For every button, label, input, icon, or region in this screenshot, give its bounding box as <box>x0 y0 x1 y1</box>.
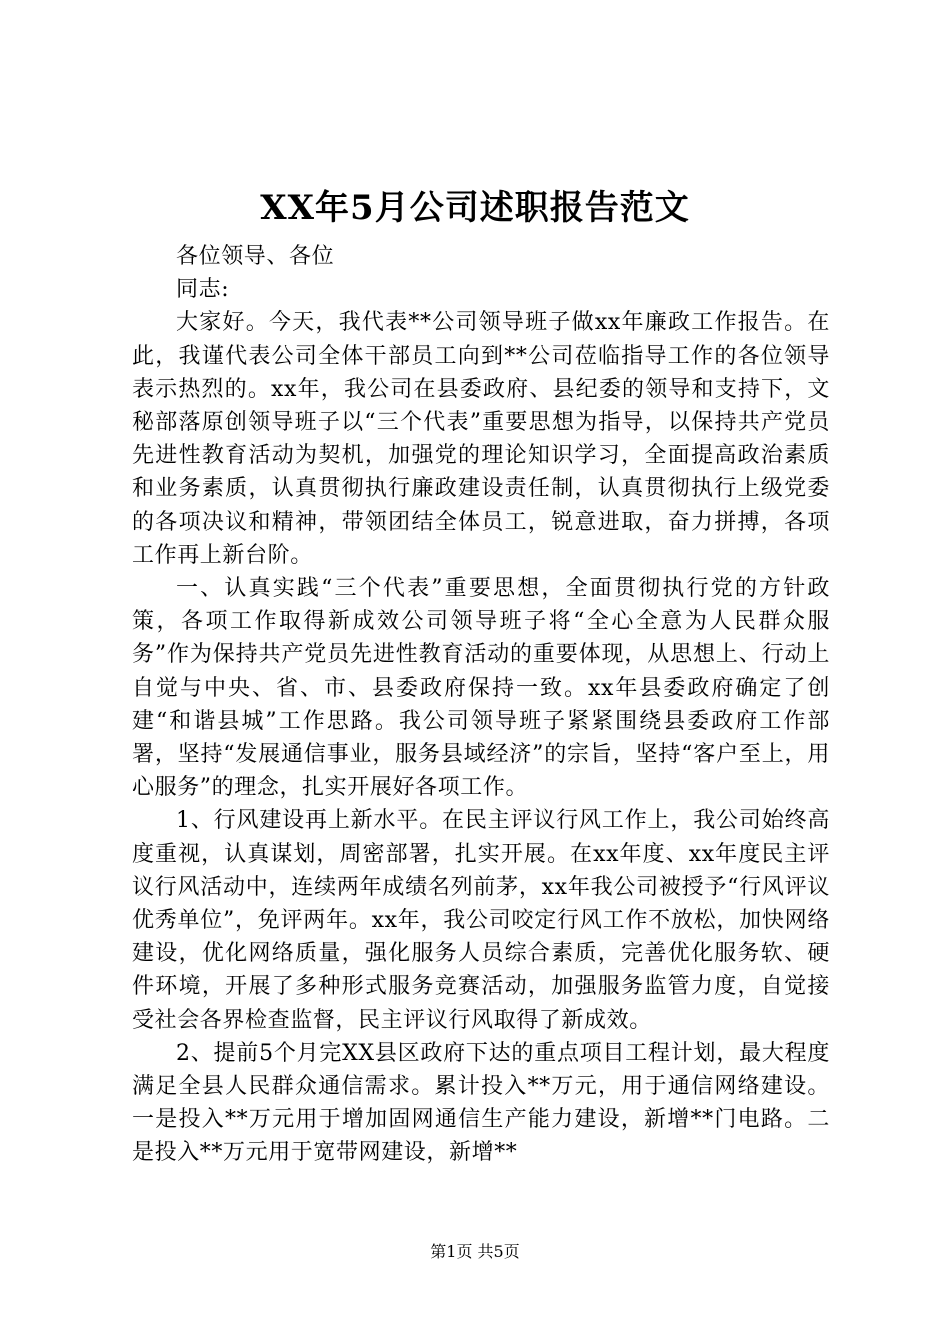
salutation-line-2: 同志: <box>176 277 230 303</box>
paragraph-item-1: 1、行风建设再上新水平。在民主评议行风工作上，我公司始终高度重视，认真谋划，周密部署，扎实开展。在xx年度、xx年度民主评议行风活动中，连续两年成绩名列前茅，xx年我公司被授予“行风评议优秀单位”，免评两年。xx年，我公司咬定行风工作不放松，加快网络建设，优化网络质量，强化服务人员综合素质，完善优化服务软、硬件环境，开展了多种形式服务竞赛活动，加强服务监管力度，自觉接受社会各界检查监督，民主评议行风取得了新成效。 <box>132 808 830 1033</box>
paragraph-intro: 大家好。今天，我代表**公司领导班子做xx年廉政工作报告。在此，我谨代表公司全体干部员工向到**公司莅临指导工作的各位领导表示热烈的。xx年，我公司在县委政府、县纪委的领导和支持下，文秘部落原创领导班子以“三个代表”重要思想为指导，以保持共产党员先进性教育活动为契机，加强党的理论知识学习，全面提高政治素质和业务素质，认真贯彻执行廉政建设责任制，认真贯彻执行上级党委的各项决议和精神，带领团结全体员工，锐意进取，奋力拼搏，各项工作再上新台阶。 <box>132 310 830 568</box>
document-body <box>132 240 830 1170</box>
page-footer: 第1页 共5页 <box>430 1242 520 1261</box>
document-title: XX年5月公司述职报告范文 <box>260 188 690 228</box>
salutation-line-1: 各位领导、各位 <box>176 244 335 269</box>
paragraph-section-1: 一、认真实践“三个代表”重要思想，全面贯彻执行党的方针政策，各项工作取得新成效公司领导班子将“全心全意为人民群众服务”作为保持共产党员先进性教育活动的重要体现，从思想上、行动上自觉与中央、省、市、县委政府保持一致。xx年县委政府确定了创建“和谐县城”工作思路。我公司领导班子紧紧围绕县委政府工作部署，坚持“发展通信事业，服务县域经济”的宗旨，坚持“客户至上，用心服务”的理念，扎实开展好各项工作。 <box>132 576 830 801</box>
paragraph-item-2: 2、提前5个月完XX县区政府下达的重点项目工程计划，最大程度满足全县人民群众通信需求。累计投入**万元，用于通信网络建设。一是投入**万元用于增加固网通信生产能力建设，新增**门电路。二是投入**万元用于宽带网建设，新增** <box>132 1040 830 1166</box>
